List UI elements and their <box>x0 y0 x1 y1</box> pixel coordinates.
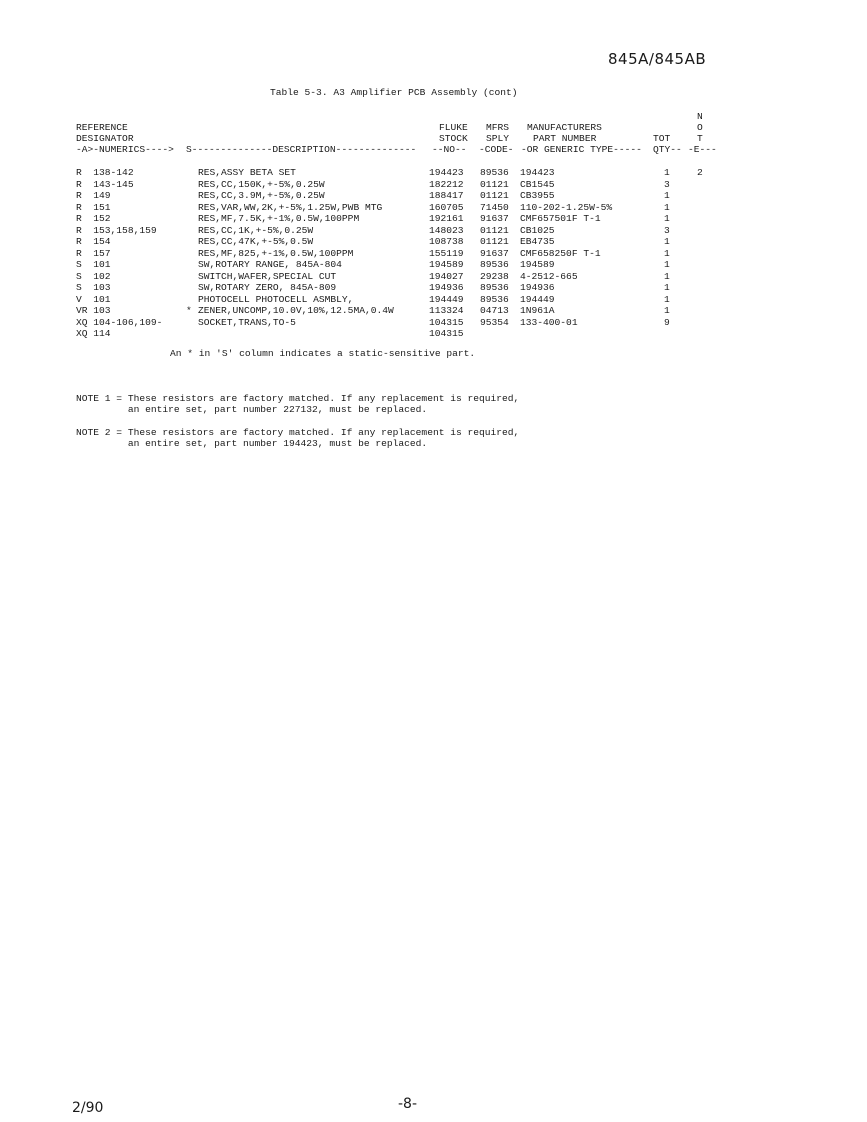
table-row <box>0 305 867 316</box>
row-stock-number: 155119 <box>429 247 464 259</box>
row-part-number: CB3955 <box>520 190 555 201</box>
row-stock-number: 194423 <box>429 167 464 178</box>
table-row <box>0 248 867 259</box>
row-supplier-code: 89536 <box>480 259 509 270</box>
row-stock-number: 148023 <box>429 224 464 236</box>
header-note: N <box>697 111 703 122</box>
row-quantity: 1 <box>664 247 670 259</box>
row-stock-number: 194589 <box>429 259 464 270</box>
header-stock: FLUKE <box>439 122 468 133</box>
row-designator: R 157 <box>76 247 111 259</box>
row-description: RES,CC,150K,+-5%,0.25W <box>198 178 325 190</box>
row-description: ZENER,UNCOMP,10.0V,10%,12.5MA,0.4W <box>198 305 394 316</box>
row-supplier-code: 29238 <box>480 270 509 282</box>
row-description: RES,CC,1K,+-5%,0.25W <box>198 224 314 236</box>
row-designator: R 154 <box>76 236 111 247</box>
header-note: -E--- <box>688 144 717 155</box>
row-description: SW,ROTARY RANGE, 845A-804 <box>198 259 342 270</box>
note-1-line-1: NOTE 1 = These resistors are factory matched. If any replacement is required, <box>76 393 520 404</box>
row-description: SW,ROTARY ZERO, 845A-809 <box>198 282 337 293</box>
table-row <box>0 213 867 224</box>
header-mpn: MANUFACTURERS <box>527 122 602 133</box>
row-quantity: 9 <box>664 316 670 328</box>
row-part-number: 194423 <box>520 167 555 178</box>
table-row <box>0 167 867 178</box>
footer-date: 2/90 <box>72 1100 104 1116</box>
row-stock-number: 194936 <box>429 282 464 293</box>
row-supplier-code: 91637 <box>480 247 509 259</box>
header-sply: SPLY <box>486 133 510 144</box>
row-supplier-code: 91637 <box>480 213 509 224</box>
row-stock-number: 104315 <box>429 316 464 328</box>
header-qty: QTY-- <box>653 144 682 155</box>
row-designator: R 143-145 <box>76 178 134 190</box>
row-stock-number: 188417 <box>429 190 464 201</box>
row-designator: S 101 <box>76 259 111 270</box>
row-designator: S 102 <box>76 270 111 282</box>
header-stock: --NO-- <box>432 144 467 155</box>
row-designator: R 153,158,159 <box>76 224 157 236</box>
table-row <box>0 294 867 305</box>
row-quantity: 1 <box>664 270 670 282</box>
row-stock-number: 192161 <box>429 213 464 224</box>
row-part-number: CB1025 <box>520 224 555 236</box>
note-2-line-1: NOTE 2 = These resistors are factory matched. If any replacement is required, <box>76 427 520 438</box>
row-designator: V 101 <box>76 293 111 305</box>
row-description: RES,ASSY BETA SET <box>198 167 296 178</box>
header-row-3 <box>0 133 867 144</box>
header-row-4 <box>0 144 867 155</box>
row-quantity: 1 <box>664 213 670 224</box>
header-stock: STOCK <box>439 133 468 144</box>
page-number: -8- <box>398 1096 418 1112</box>
row-quantity: 1 <box>664 190 670 201</box>
row-designator: R 151 <box>76 201 111 213</box>
row-description: RES,VAR,WW,2K,+-5%,1.25W,PWB MTG <box>198 201 383 213</box>
row-quantity: 1 <box>664 236 670 247</box>
header-desc: S--------------DESCRIPTION-------------- <box>186 144 417 155</box>
row-description: SWITCH,WAFER,SPECIAL CUT <box>198 270 337 282</box>
row-quantity: 1 <box>664 282 670 293</box>
row-supplier-code: 01121 <box>480 236 509 247</box>
table-row <box>0 179 867 190</box>
table-title: Table 5-3. A3 Amplifier PCB Assembly (cont) <box>270 87 518 98</box>
header-row-1 <box>0 111 867 122</box>
row-quantity: 1 <box>664 259 670 270</box>
row-stock-number: 108738 <box>429 236 464 247</box>
header-mpn: PART NUMBER <box>533 133 597 144</box>
row-designator: R 138-142 <box>76 167 134 178</box>
row-quantity: 1 <box>664 305 670 316</box>
row-stock-number: 194449 <box>429 293 464 305</box>
row-quantity: 3 <box>664 224 670 236</box>
table-row <box>0 328 867 339</box>
table-row <box>0 190 867 201</box>
row-quantity: 1 <box>664 201 670 213</box>
table-row <box>0 317 867 328</box>
row-stock-number: 104315 <box>429 328 464 339</box>
table-row <box>0 271 867 282</box>
row-stock-number: 113324 <box>429 305 464 316</box>
row-static-flag: * <box>186 305 192 316</box>
row-designator: XQ 114 <box>76 328 111 339</box>
row-designator: R 152 <box>76 213 111 224</box>
table-row <box>0 282 867 293</box>
row-description: SOCKET,TRANS,TO-5 <box>198 316 296 328</box>
row-description: RES,CC,47K,+-5%,0.5W <box>198 236 314 247</box>
row-stock-number: 182212 <box>429 178 464 190</box>
row-note: 2 <box>697 167 703 178</box>
row-part-number: 1N961A <box>520 305 555 316</box>
model-number: 845A/845AB <box>608 50 707 68</box>
table-row <box>0 236 867 247</box>
header-mpn: -OR GENERIC TYPE----- <box>521 144 642 155</box>
row-quantity: 1 <box>664 293 670 305</box>
row-part-number: 194589 <box>520 259 555 270</box>
row-quantity: 1 <box>664 167 670 178</box>
static-note: An * in 'S' column indicates a static-sensitive part. <box>170 348 476 359</box>
row-part-number: CMF658250F T-1 <box>520 247 601 259</box>
row-description: RES,CC,3.9M,+-5%,0.25W <box>198 190 325 201</box>
row-part-number: 133-400-01 <box>520 316 578 328</box>
row-part-number: CMF657501F T-1 <box>520 213 601 224</box>
row-stock-number: 194027 <box>429 270 464 282</box>
header-designator: -A>-NUMERICS----> <box>76 144 174 155</box>
note-2-line-2: an entire set, part number 194423, must be replaced. <box>76 438 428 449</box>
note-1-line-2: an entire set, part number 227132, must be replaced. <box>76 404 428 415</box>
row-part-number: 4-2512-665 <box>520 270 578 282</box>
row-part-number: 194449 <box>520 293 555 305</box>
header-qty: TOT <box>653 133 671 144</box>
row-supplier-code: 95354 <box>480 316 509 328</box>
row-supplier-code: 01121 <box>480 178 509 190</box>
header-sply: MFRS <box>486 122 510 133</box>
row-description: PHOTOCELL PHOTOCELL ASMBLY, <box>198 293 354 305</box>
header-sply: -CODE- <box>479 144 514 155</box>
row-part-number: 110-202-1.25W-5% <box>520 201 613 213</box>
row-quantity: 3 <box>664 178 670 190</box>
row-part-number: CB1545 <box>520 178 555 190</box>
header-note: O <box>697 122 703 133</box>
row-supplier-code: 89536 <box>480 167 509 178</box>
row-designator: R 149 <box>76 190 111 201</box>
row-supplier-code: 89536 <box>480 282 509 293</box>
row-part-number: 194936 <box>520 282 555 293</box>
table-row <box>0 225 867 236</box>
header-designator: DESIGNATOR <box>76 133 134 144</box>
header-note: T <box>697 133 703 144</box>
row-part-number: EB4735 <box>520 236 555 247</box>
row-supplier-code: 01121 <box>480 190 509 201</box>
row-description: RES,MF,825,+-1%,0.5W,100PPM <box>198 247 354 259</box>
row-supplier-code: 01121 <box>480 224 509 236</box>
row-supplier-code: 04713 <box>480 305 509 316</box>
row-designator: VR 103 <box>76 305 111 316</box>
row-supplier-code: 89536 <box>480 293 509 305</box>
table-row <box>0 202 867 213</box>
header-row-2 <box>0 122 867 133</box>
row-stock-number: 160705 <box>429 201 464 213</box>
table-row <box>0 259 867 270</box>
header-designator: REFERENCE <box>76 122 128 133</box>
row-designator: S 103 <box>76 282 111 293</box>
row-supplier-code: 71450 <box>480 201 509 213</box>
row-designator: XQ 104-106,109- <box>76 316 163 328</box>
row-description: RES,MF,7.5K,+-1%,0.5W,100PPM <box>198 213 360 224</box>
